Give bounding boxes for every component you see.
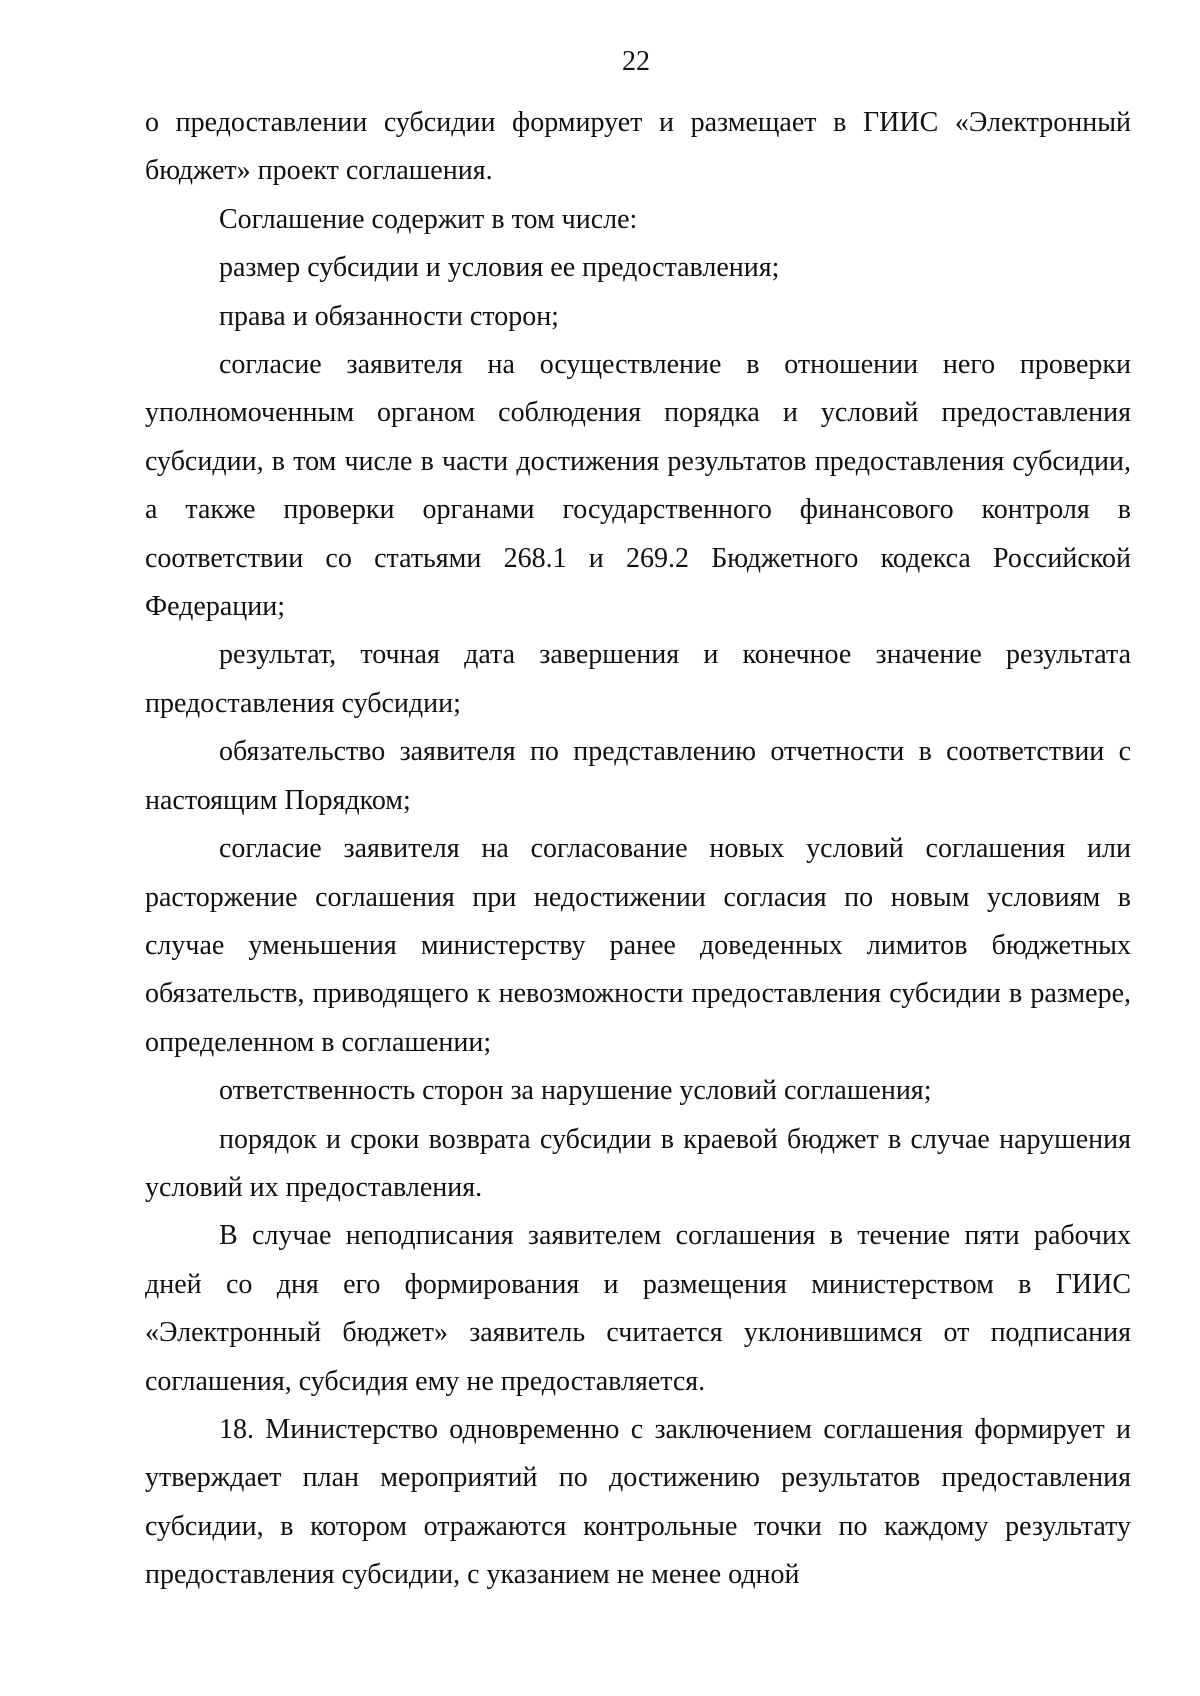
paragraph-non-signing: В случае неподписания заявителем соглашения в течение пяти рабочих дней со дня его формирования и размещения министерством в ГИИС «Электронный бюджет» заявитель считается уклонившимся от подписания соглашения, субсидия ему не предоставляется. xyxy=(145,1220,1131,1397)
document-body xyxy=(145,99,1131,1600)
paragraph-subsidy-size: размер субсидии и условия ее предоставления; xyxy=(219,252,780,284)
paragraph-refund-procedure: порядок и сроки возврата субсидии в краевой бюджет в случае нарушения условий их предоставления. xyxy=(145,1123,1131,1203)
paragraph-rights-duties: права и обязанности сторон; xyxy=(219,300,559,332)
paragraph-new-conditions-consent: согласие заявителя на согласование новых условий соглашения или расторжение соглашения при недостижении согласия по новым условиям в случае уменьшения министерству ранее доведенных лимитов бюджетных обязательств, приводящего к невозможности предоставления субсидии в размере, определенном в соглашении; xyxy=(145,833,1131,1058)
paragraph-continuation: о предоставлении субсидии формирует и размещает в ГИИС «Электронный бюджет» проект соглашения. xyxy=(145,107,1131,187)
paragraph-agreement-intro: Соглашение содержит в том числе: xyxy=(219,203,638,235)
paragraph-item-18: 18. Министерство одновременно с заключением соглашения формирует и утверждает план мероприятий по достижению результатов предоставления субсидии, в котором отражаются контрольные точки по каждому результату предоставления субсидии, с указанием не менее одной xyxy=(145,1413,1131,1591)
paragraph-result-date: результат, точная дата завершения и конечное значение результата предоставления субсидии; xyxy=(145,639,1131,719)
paragraph-responsibility: ответственность сторон за нарушение условий соглашения; xyxy=(219,1075,932,1107)
page-number: 22 xyxy=(622,46,650,77)
paragraph-reporting-obligation: обязательство заявителя по представлению отчетности в соответствии с настоящим Порядком; xyxy=(145,736,1131,816)
paragraph-inspection-consent: согласие заявителя на осуществление в отношении него проверки уполномоченным органом соблюдения порядка и условий предоставления субсидии, в том числе в части достижения результатов предоставления субсидии, а также проверки органами государственного финансового контроля в соответствии со статьями 268.1 и 269.2 Бюджетного кодекса Российской Федерации; xyxy=(145,349,1131,623)
